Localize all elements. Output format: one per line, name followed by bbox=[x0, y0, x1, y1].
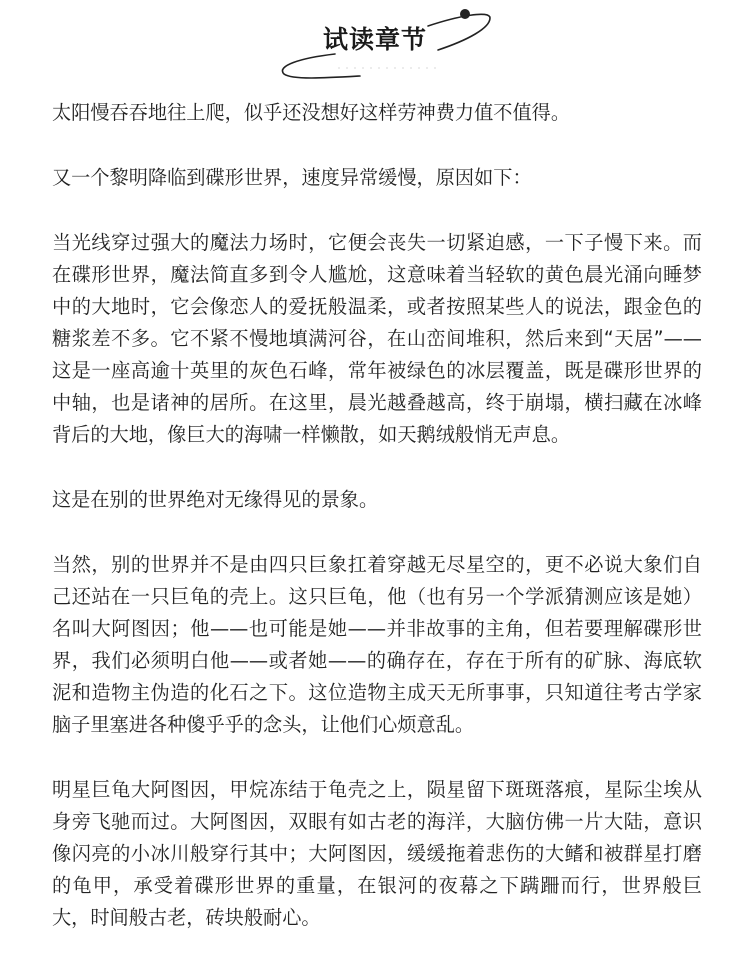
chapter-header bbox=[0, 0, 750, 90]
paragraph: 又一个黎明降临到碟形世界，速度异常缓慢，原因如下： bbox=[52, 166, 532, 189]
paragraph: 这是在别的世界绝对无缘得见的景象。 bbox=[52, 488, 379, 511]
paragraph: 当然，别的世界并不是由四只巨象扛着穿越无尽星空的，更不必说大象们自己还站在一只巨龟的壳上。这只巨龟，他（也有另一个学派猜测应该是她）名叫大阿图因；他——也可能是她——并非故事的主角，但若要理解碟形世界，我们必须明白他——或者她——的确存在，存在于所有的矿脉、海底软泥和造物主伪造的化石之下。这位造物主成天无所事事，只知道往考古学家脑子里塞进各种傻乎乎的念头，让他们心烦意乱。 bbox=[52, 553, 702, 736]
paragraph: 明星巨龟大阿图因，甲烷冻结于龟壳之上，陨星留下斑斑落痕，星际尘埃从身旁飞驰而过。大阿图因，双眼有如古老的海洋，大脑仿佛一片大陆，意识像闪亮的小冰川般穿行其中；大阿图因，缓缓拖着悲伤的大鳍和被群星打磨的龟甲，承受着碟形世界的重量，在银河的夜幕之下蹒跚而行，世界般巨大，时间般古老，砖块般耐心。 bbox=[52, 778, 702, 929]
paragraph: 太阳慢吞吞地往上爬，似乎还没想好这样劳神费力值不值得。 bbox=[52, 101, 571, 124]
ornament-swoosh-lower bbox=[282, 54, 360, 78]
chapter-title: 试读章节 bbox=[322, 25, 427, 54]
chapter-body bbox=[52, 97, 702, 967]
paragraph: 当光线穿过强大的魔法力场时，它便会丧失一切紧迫感，一下子慢下来。而在碟形世界，魔法简直多到令人尴尬，这意味着当轻软的黄色晨光涌向睡梦中的大地时，它会像恋人的爱抚般温柔，或者按照某些人的说法，跟金色的糖浆差不多。它不紧不慢地填满河谷，在山峦间堆积，然后来到“天居”——这是一座高逾十英里的灰色石峰，常年被绿色的冰层覆盖，既是碟形世界的中轴，也是诸神的居所。在这里，晨光越叠越高，终于崩塌，横扫藏在冰峰背后的大地，像巨大的海啸一样懒散，如天鹅绒般悄无声息。 bbox=[52, 231, 702, 446]
ornament-dot bbox=[460, 9, 470, 19]
